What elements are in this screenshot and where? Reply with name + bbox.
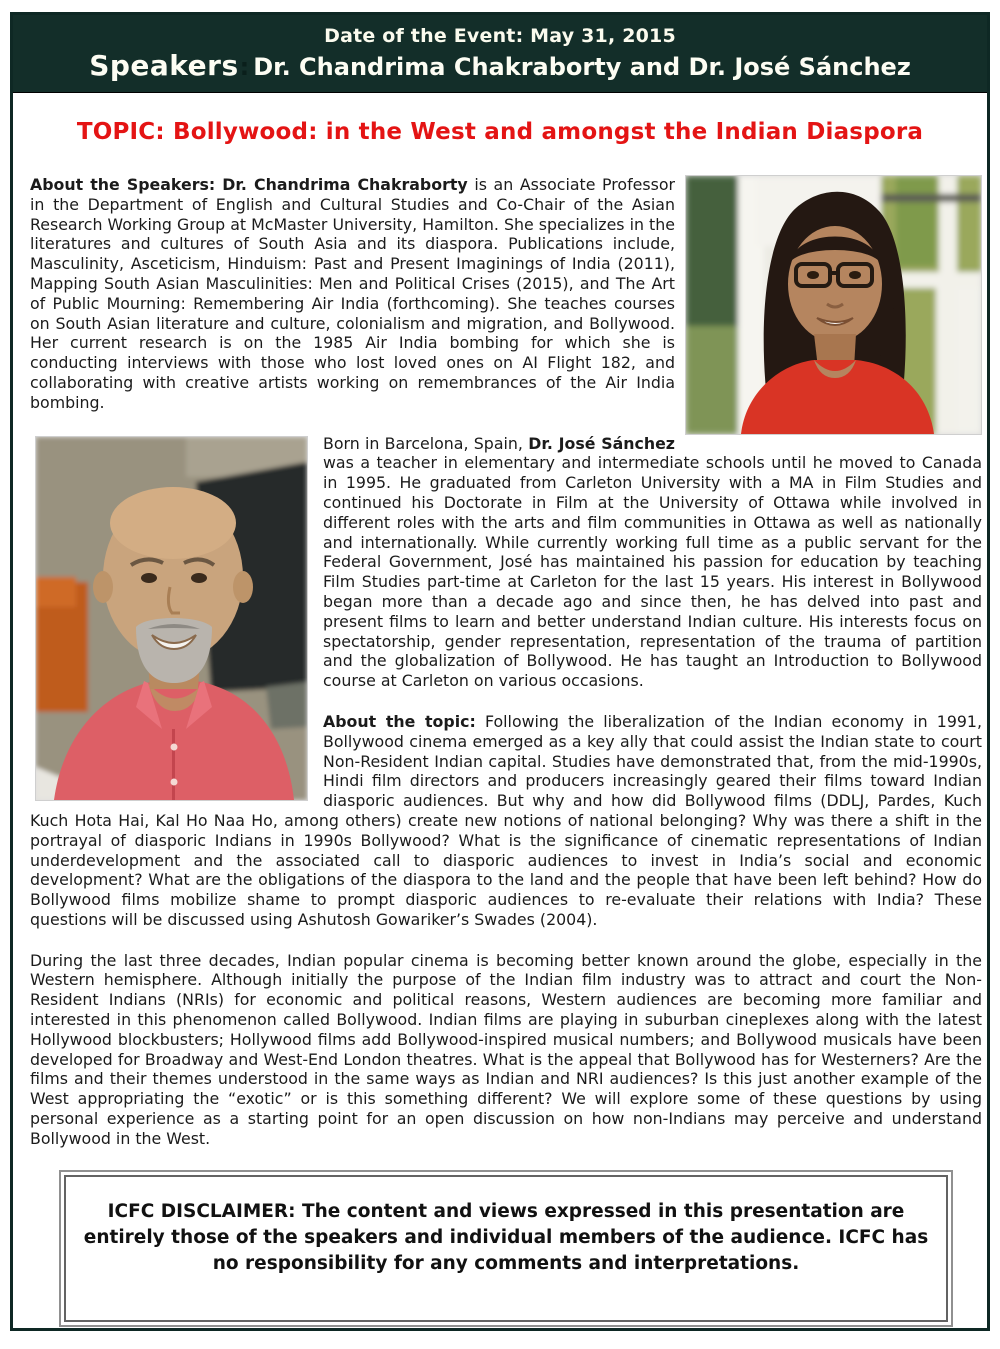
about-speakers-lead: About the Speakers: Dr. Chandrima Chakraborty: [30, 175, 468, 194]
about-topic-text: Following the liberalization of the Indian economy in 1991, Bollywood cinema emerged as a key ally that could assist the Indian state to court Non-Resident Indian capital. Studies have demonstrated that, from the mid-1990s, Hindi film directors and producers increasingly geared their films toward Indian diasporic audiences. But why and how did Bollywood films (DDLJ, Pardes, Kuch Kuch Hota Hai, Kal Ho Naa Ho, among others) create new notions of national belonging? Why was there a shift in the portrayal of diasporic Indians in 1990s Bollywood? What is the significance of cinematic representations of Indian underdevelopment and the associated call to diasporic audiences to invest in India’s social and economic development? What are the obligations of the diaspora to the land and the people that have been left behind? How do Bollywood films mobilize shame to prompt diasporic audiences to re-evaluate their relations with India? These questions will be discussed using Ashutosh Gowariker’s Swades (2004).: [30, 711, 982, 929]
jose-text: was a teacher in elementary and intermediate schools until he moved to Canada in 1995. He graduated from Carleton University with a MA in Film Studies and continued his Doctorate in Film at the University of Ottawa while involved in different roles with the arts and film communities in Ottawa as well as nationally and internationally. While currently working full time as a public servant for the Federal Government, José has maintained his passion for education by teaching Film Studies part-time at Carleton for the last 15 years. His interest in Bollywood began more than a decade ago and since then, he has delved into past and present films to learn and better understand Indian culture. His interests focus on spectatorship, gender representation, representation of the trauma of partition and the globalization of Bollywood. He has taught an Introduction to Bollywood course at Carleton on various occasions.: [323, 453, 982, 691]
page-border-frame: [10, 12, 990, 1331]
sanchez-portrait-illustration: [36, 437, 307, 800]
disclaimer-box: [59, 1170, 953, 1327]
paragraph-closing: During the last three decades, Indian popular cinema is becoming better known around the globe, especially in the Western hemisphere. Although initially the purpose of the Indian film industry was to attract and court the Non-Resident Indians (NRIs) for economic and political reasons, Western audiences are becoming more familiar and interested in this phenomenon called Bollywood. Indian films are playing in suburban cineplexes along with the latest Hollywood blockbusters; Hollywood films add Bollywood-inspired musical numbers; and Bollywood musicals have been developed for Broadway and West-End London theatres. What is the appeal that Bollywood has for Westerners? Are the films and their themes understood in the same ways as Indian and NRI audiences? Is this just another example of the West appropriating the “exotic” or is this something different? We will explore some of these questions by using personal experience as a starting point for an open discussion on how non-Indians may perceive and understand Bollywood in the West.: [30, 950, 982, 1148]
event-header: [13, 15, 987, 93]
jose-name: Dr. José Sánchez: [528, 433, 675, 453]
disclaimer-text: ICFC DISCLAIMER: The content and views expressed in this presentation are entirely those of the speakers and individual members of the audience. ICFC has no responsibility for any comments and interpretations.: [83, 1200, 929, 1274]
jose-pre-text: Born in Barcelona, Spain,: [323, 433, 529, 453]
about-speakers-text: is an Associate Professor in the Department of English and Cultural Studies and Co-Chair of the Asian Research Working Group at McMaster University, Hamilton. She specializes in the literatures and cultures of South Asia and its diaspora. Publications include, Masculinity, Asceticism, Hinduism: Past and Present Imaginings of India (2011), Mapping South Asian Masculinities: Men and Political Crises (2015), and The Art of Public Mourning: Remembering Air India (forthcoming). She teaches courses on South Asian literature and culture, colonialism and migration, and Bollywood. Her current research is on the 1985 Air India bombing for which she is conducting interviews with those who lost loved ones on AI Flight 182, and collaborating with creative artists working on remembrances of the Air India bombing.: [30, 175, 675, 412]
photo-chakraborty: [685, 175, 982, 435]
speakers-label: Speakers: [89, 49, 239, 82]
topic-heading: TOPIC: Bollywood: in the West and amongst the Indian Diaspora: [76, 119, 924, 145]
about-topic-lead: About the topic:: [323, 711, 476, 731]
speakers-colon: :: [239, 53, 250, 81]
speakers-line: [13, 49, 987, 82]
body-text-flow: [13, 175, 987, 1327]
speakers-names: Dr. Chandrima Chakraborty and Dr. José Sánchez: [253, 53, 911, 81]
event-date: Date of the Event: May 31, 2015: [324, 25, 676, 47]
photo-sanchez: [35, 436, 308, 801]
disclaimer-box-inner: [64, 1175, 948, 1322]
chakraborty-portrait-illustration: [686, 176, 981, 434]
